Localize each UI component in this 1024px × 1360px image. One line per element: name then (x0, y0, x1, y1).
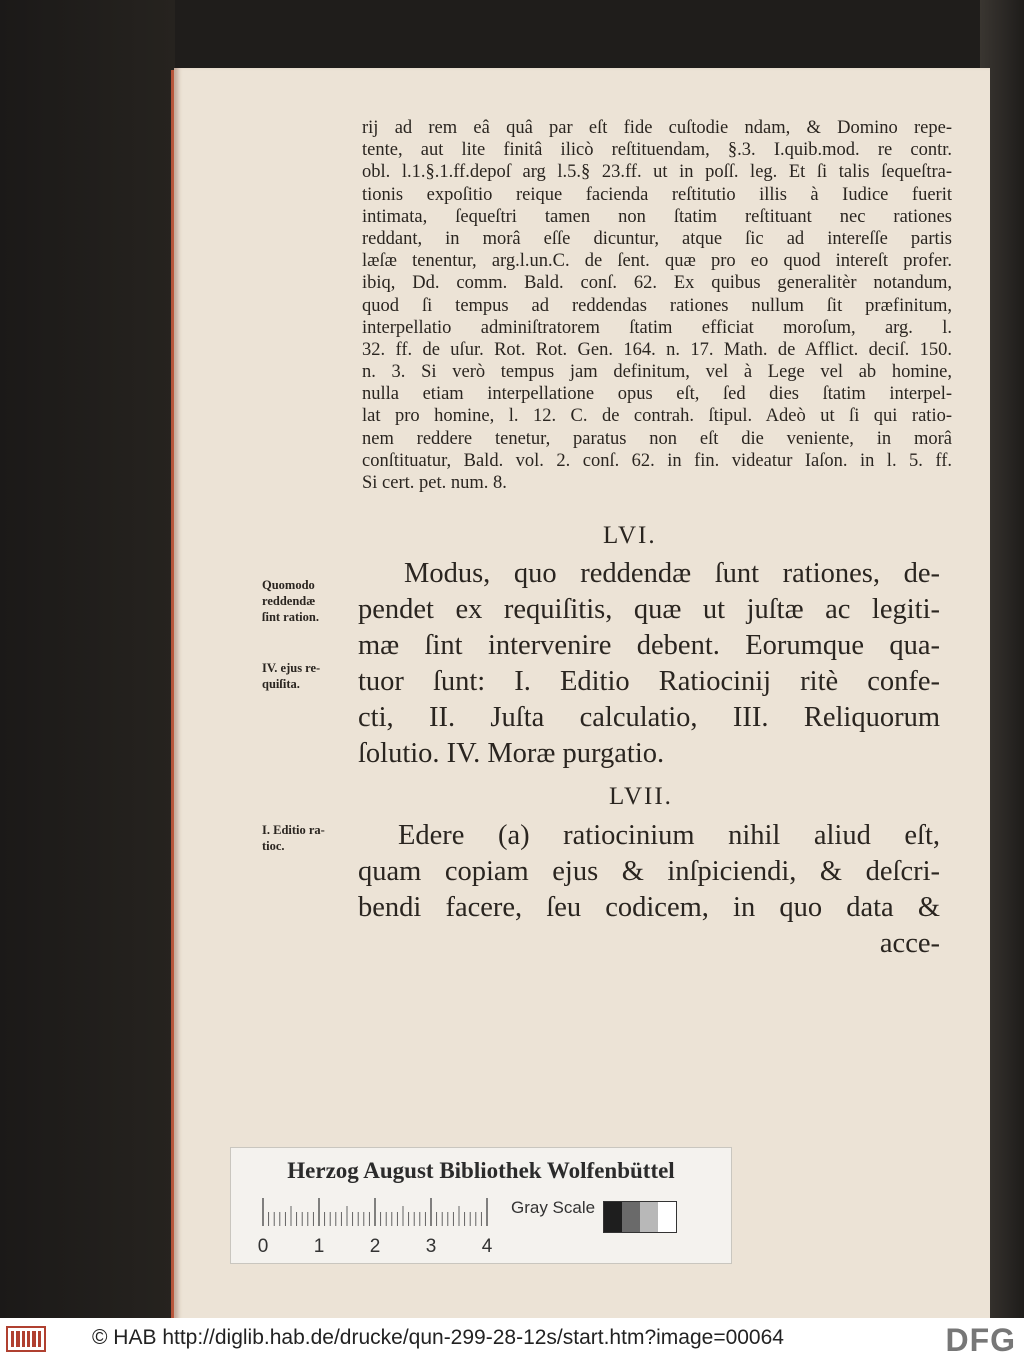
text-line: 32. ff. de uſur. Rot. Rot. Gen. 164. n. 17. Math. de Afflict. deciſ. 150. (362, 339, 952, 360)
text-line: reddant, in morâ eſſe dicuntur, atque ſic ad intereſſe partis (362, 228, 952, 249)
text-line: tionis expoſitio reique facienda reſtitutio illis à Iudice fuerit (362, 184, 952, 205)
text-line: læſæ tenentur, arg.l.un.C. de ſent. quæ pro eo quod intereſt profer. (362, 251, 952, 272)
scale-number: 2 (369, 1236, 381, 1257)
text-line: n. 3. Si verò tempus jam definitum, vel à Lege vel ab homine, (362, 362, 952, 383)
library-name: Herzog August Bibliothek Wolfenbüttel (287, 1158, 675, 1183)
text-line: pendet ex requiſitis, quæ ut juſtæ ac legiti- (358, 594, 940, 625)
text-line: ibiq, Dd. comm. Bald. conſ. 62. Ex quibus generalitèr notandum, (362, 273, 952, 294)
section-57-text (358, 818, 940, 962)
scale-number: 1 (313, 1236, 325, 1257)
text-line: tuor ſunt: I. Editio Ratiocinij ritè confe- (358, 666, 940, 697)
margin-note-line: quiſita. (262, 677, 300, 691)
gray-swatch (640, 1202, 658, 1232)
text-line: nem reddere tenetur, paratus non eſt die veniente, in morâ (362, 428, 952, 449)
margin-note-line: tioc. (262, 839, 285, 853)
scale-number: 3 (425, 1236, 437, 1257)
margin-note-line: IV. ejus re- (262, 661, 321, 675)
text-line: conſtituatur, Bald. vol. 2. conſ. 62. in fin. videatur Iaſon. in l. 5. ff. (362, 450, 952, 471)
section-heading-57: LVII. (609, 783, 673, 810)
text-line: Modus, quo reddendæ ſunt rationes, de- (404, 558, 940, 589)
scan-background-left (0, 0, 175, 1318)
text-line: interpellatio adminiſtratorem ſtatim efficiat moroſum, arg. l. (362, 317, 952, 338)
scale-number: 4 (481, 1236, 493, 1257)
hab-library-icon (6, 1326, 46, 1352)
text-line: acce- (879, 928, 940, 959)
dfg-logo: DFG (945, 1322, 1016, 1358)
text-line: bendi facere, ſeu codicem, in quo data & (358, 892, 940, 923)
gray-swatch (658, 1202, 676, 1232)
text-line: nulla etiam interpellatione opus eſt, ſed dies ſtatim interpel- (362, 384, 952, 405)
section-56-text (358, 556, 940, 772)
gray-scale-swatches (603, 1201, 677, 1233)
margin-note-requisita (262, 660, 354, 692)
text-line: intimata, ſequeſtri tamen non ſtatim reſtituant nec rationes (362, 206, 952, 227)
text-line: cti, II. Juſta calculatio, III. Reliquorum (358, 702, 940, 733)
gray-swatch (622, 1202, 640, 1232)
ruler-icon (261, 1196, 496, 1226)
text-line: mæ ſint intervenire debent. Eorumque qua- (358, 630, 940, 661)
margin-note-editio (262, 822, 354, 854)
gray-scale-label: Gray Scale (511, 1198, 596, 1217)
section-heading-56: LVI. (603, 522, 657, 549)
text-line: rij ad rem eâ quâ par eſt fide cuſtodie ndam, & Domino repe- (362, 118, 952, 138)
margin-note-quomodo (262, 577, 354, 625)
gray-swatch (604, 1202, 622, 1232)
margin-note-line: ſint ration. (262, 610, 319, 624)
margin-note-line: reddendæ (262, 594, 316, 608)
margin-note-line: I. Editio ra- (262, 823, 325, 837)
text-line: tente, aut lite finitâ ilicò reſtituendam, §.3. I.quib.mod. re contr. (362, 140, 952, 161)
footer-credit-link[interactable]: © HAB http://diglib.hab.de/drucke/qun-299-28-12s/start.htm?image=00064 (92, 1326, 784, 1349)
color-scale-card (230, 1147, 732, 1264)
body-text-block (362, 117, 952, 494)
text-line: ſolutio. IV. Moræ purgatio. (358, 738, 665, 769)
text-line: Edere (a) ratiocinium nihil aliud eſt, (398, 820, 940, 851)
margin-note-line: Quomodo (262, 578, 315, 592)
text-line: lat pro homine, l. 12. C. de contrah. ſtipul. Adeò ut ſi qui ratio- (362, 406, 952, 427)
text-line: quod ſi tempus ad reddendas rationes nullum ſit præfinitum, (362, 295, 952, 316)
footer-bar (0, 1318, 1024, 1360)
text-line: quam copiam ejus & inſpiciendi, & deſcri- (358, 856, 940, 887)
text-line: obl. l.1.§.1.ff.depoſ arg l.5.§ 23.ff. ut in poſſ. leg. Et ſi talis ſequeſtra- (362, 162, 952, 183)
scale-number: 0 (257, 1236, 269, 1257)
text-line: Si cert. pet. num. 8. (362, 473, 507, 493)
